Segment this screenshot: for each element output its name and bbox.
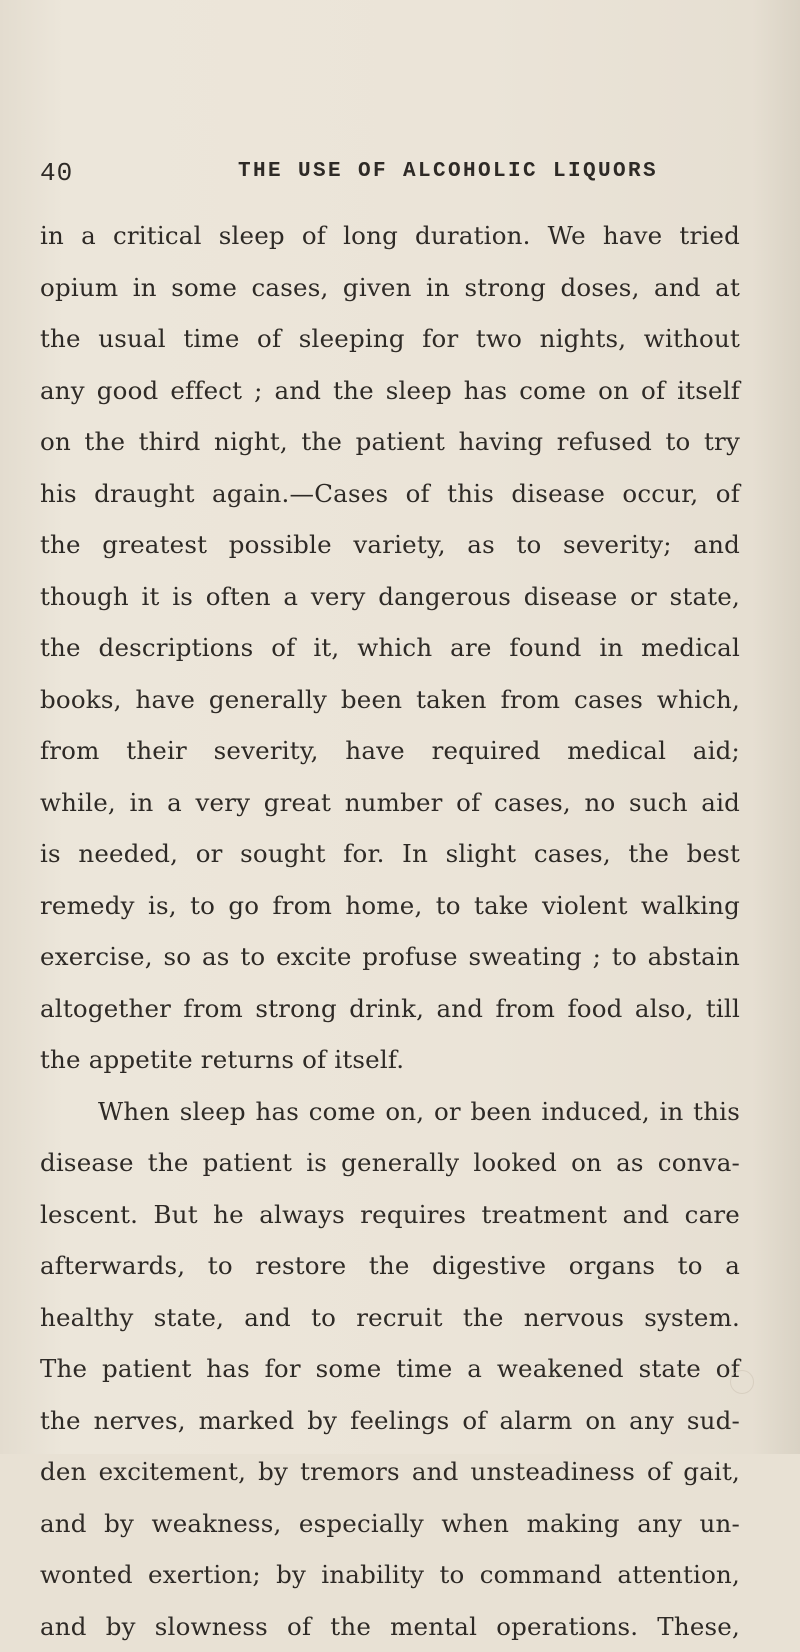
- text-line: the nerves, marked by feelings of alarm on any sud-: [40, 1395, 740, 1447]
- text-line: and by slowness of the mental operations. These,: [40, 1601, 740, 1652]
- paragraph-1: [40, 210, 740, 1086]
- text-line: healthy state, and to recruit the nervous system.: [40, 1292, 740, 1344]
- text-line: opium in some cases, given in strong doses, and at: [40, 262, 740, 314]
- text-line: When sleep has come on, or been induced, in this: [40, 1086, 740, 1138]
- text-line: from their severity, have required medical aid;: [40, 725, 740, 777]
- text-line: lescent. But he always requires treatment and care: [40, 1189, 740, 1241]
- text-line: the descriptions of it, which are found in medical: [40, 622, 740, 674]
- text-line: on the third night, the patient having refused to try: [40, 416, 740, 468]
- text-line: exercise, so as to excite profuse sweating ; to abstain: [40, 931, 740, 983]
- running-title: THE USE OF ALCOHOLIC LIQUORS: [238, 160, 658, 183]
- paper-stain: [730, 1370, 754, 1394]
- text-line: books, have generally been taken from cases which,: [40, 674, 740, 726]
- text-line: in a critical sleep of long duration. We have tried: [40, 210, 740, 262]
- page-number: 40: [40, 158, 73, 188]
- text-line: the appetite returns of itself.: [40, 1034, 740, 1086]
- body-text: [40, 210, 740, 1652]
- text-line: is needed, or sought for. In slight cases, the best: [40, 828, 740, 880]
- text-line: altogether from strong drink, and from food also, till: [40, 983, 740, 1035]
- text-line: the usual time of sleeping for two nights, without: [40, 313, 740, 365]
- text-line: den excitement, by tremors and unsteadiness of gait,: [40, 1446, 740, 1498]
- text-line: wonted exertion; by inability to command attention,: [40, 1549, 740, 1601]
- text-line: remedy is, to go from home, to take violent walking: [40, 880, 740, 932]
- text-line: The patient has for some time a weakened state of: [40, 1343, 740, 1395]
- paragraph-2: [40, 1086, 740, 1652]
- text-line: though it is often a very dangerous disease or state,: [40, 571, 740, 623]
- text-line: disease the patient is generally looked on as conva-: [40, 1137, 740, 1189]
- page-header: [40, 158, 760, 198]
- text-line: the greatest possible variety, as to severity; and: [40, 519, 740, 571]
- text-line: any good effect ; and the sleep has come on of itself: [40, 365, 740, 417]
- text-line: while, in a very great number of cases, no such aid: [40, 777, 740, 829]
- text-line: and by weakness, especially when making any un-: [40, 1498, 740, 1550]
- text-line: afterwards, to restore the digestive organs to a: [40, 1240, 740, 1292]
- text-line: his draught again.—Cases of this disease occur, of: [40, 468, 740, 520]
